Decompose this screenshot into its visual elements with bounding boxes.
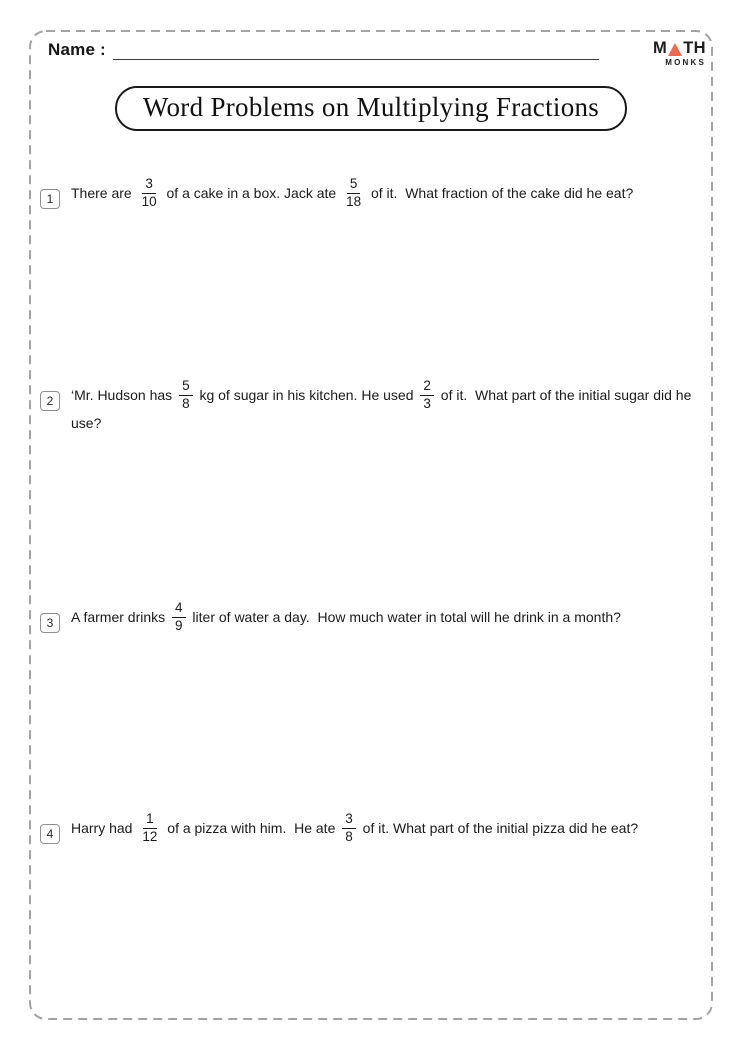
fraction: $\frac{3}{10}$ — [141, 176, 157, 209]
fraction: $\frac{3}{8}$ — [342, 812, 356, 844]
page-title: Word Problems on Multiplying Fractions — [115, 86, 627, 131]
logo-subtext: MONKS — [665, 57, 706, 67]
question-text: Harry had $\frac{1}{12}$ of a pizza with him. He ate $\frac{3}{8}$ of it. What part of the initial pizza did he eat? — [71, 811, 639, 844]
question-number-badge: 4 — [40, 824, 60, 844]
logo-triangle-icon — [668, 43, 682, 56]
question-number-badge: 1 — [40, 189, 60, 209]
logo-text-right: TH — [683, 39, 706, 57]
name-row — [48, 39, 599, 60]
logo-text-left: M — [653, 39, 668, 57]
logo-wordmark — [653, 40, 706, 57]
question-text: A farmer drinks $\frac{4}{9}$ liter of water a day. How much water in total will he drink in a month? — [71, 600, 621, 633]
question-text: ‘Mr. Hudson has $\frac{5}{8}$ kg of sugar in his kitchen. He used $\frac{2}{3}$ of it. What part of the initial sugar did he use? — [71, 378, 696, 432]
question-3 — [40, 602, 712, 634]
title-banner — [0, 86, 742, 131]
question-number-badge: 2 — [40, 391, 60, 411]
fraction: $\frac{2}{3}$ — [420, 379, 434, 411]
fraction: $\frac{5}{8}$ — [179, 379, 193, 411]
math-monks-logo — [653, 40, 706, 67]
question-4 — [40, 813, 712, 845]
fraction: $\frac{1}{12}$ — [142, 811, 158, 844]
question-text: There are $\frac{3}{10}$ of a cake in a box. Jack ate $\frac{5}{18}$ of it. What fraction of the cake did he eat? — [71, 176, 634, 209]
fraction: $\frac{5}{18}$ — [346, 176, 362, 209]
name-label: Name : — [48, 40, 106, 59]
question-number-badge: 3 — [40, 613, 60, 633]
fraction: $\frac{4}{9}$ — [172, 601, 186, 633]
question-2 — [40, 380, 712, 434]
name-input-line[interactable] — [113, 39, 599, 60]
question-1 — [40, 178, 712, 210]
